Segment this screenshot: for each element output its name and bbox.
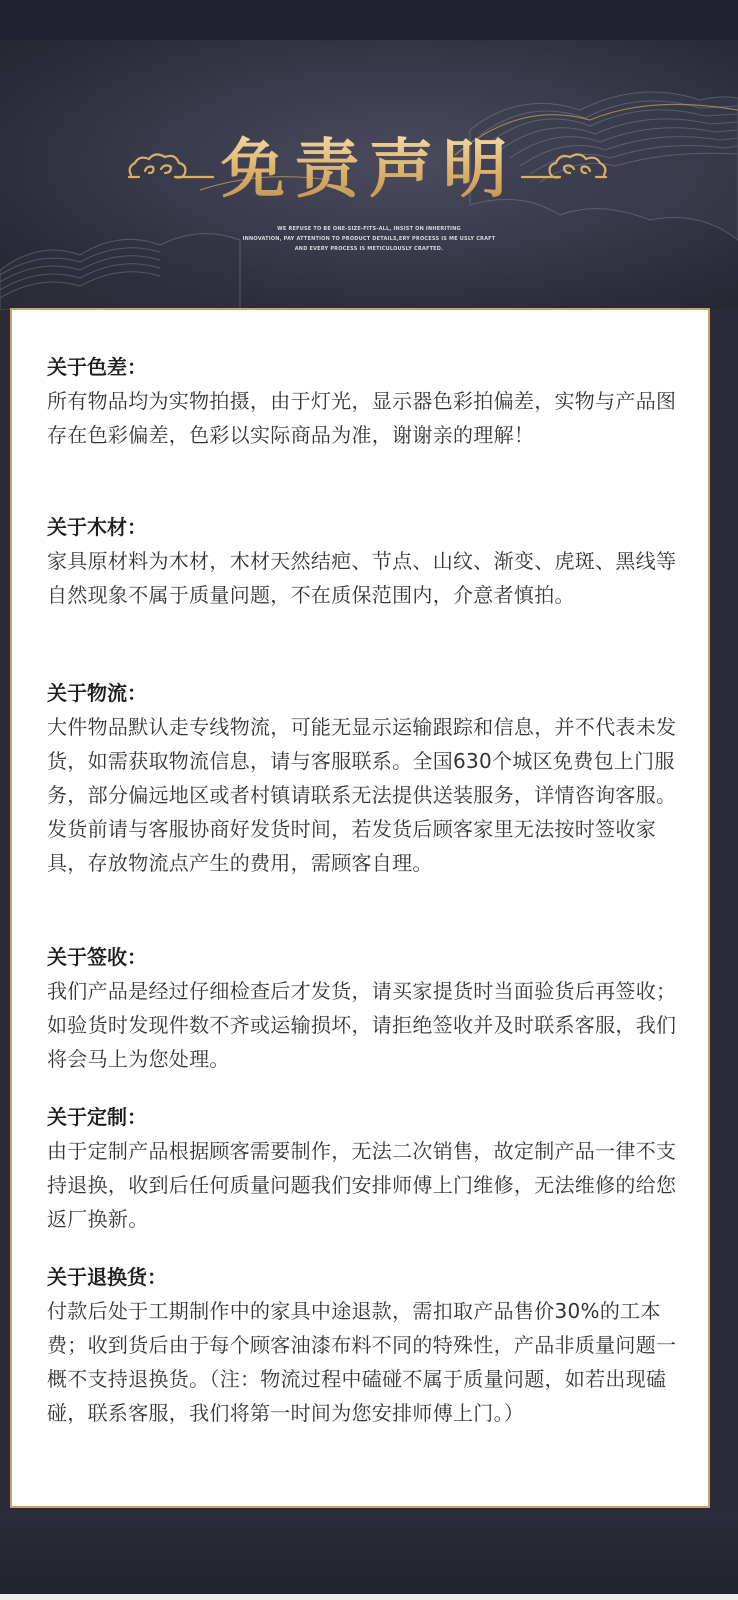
top-strip (0, 0, 738, 40)
section-heading: 关于物流： (47, 681, 147, 705)
section-body: 付款后处于工期制作中的家具中途退款，需扣取产品售价30%的工本费；收到货后由于每个顾客油漆布料不同的特殊性，产品非质量问题一概不支持退换货。（注：物流过程中磕碰不属于质量问题，如若出现磕碰，联系客服，我们将第一时间为您安排师傅上门。） (47, 1299, 677, 1425)
section-body: 我们产品是经过仔细检查后才发货，请买家提货时当面验货后再签收；如验货时发现件数不齐或运输损坏，请拒绝签收并及时联系客服，我们将会马上为您处理。 (47, 979, 677, 1071)
section-sign-for (47, 940, 687, 1076)
section-heading: 关于色差： (47, 355, 147, 379)
subtitle-line: AND EVERY PROCESS IS METICULOUSLY CRAFTED. (294, 246, 444, 252)
title-row (0, 125, 738, 215)
subtitle-line: INNOVATION, PAY ATTENTION TO PRODUCT DETAILS,ERY PROCESS IS ME USLY CRAFT (242, 236, 496, 242)
section-logistics (47, 676, 687, 880)
section-custom (47, 1100, 687, 1236)
cloud-ornament-icon (520, 147, 610, 187)
header-banner (0, 40, 738, 310)
footer-band (0, 1510, 738, 1600)
section-heading: 关于退换货： (47, 1265, 167, 1289)
section-body: 由于定制产品根据顾客需要制作，无法二次销售，故定制产品一律不支持退换，收到后任何质量问题我们安排师傅上门维修，无法维修的给您返厂换新。 (47, 1139, 677, 1231)
section-wood (47, 510, 687, 612)
section-color-difference (47, 350, 687, 452)
section-body: 所有物品均为实物拍摄，由于灯光，显示器色彩拍偏差，实物与产品图存在色彩偏差，色彩以实际商品为准，谢谢亲的理解！ (47, 389, 677, 447)
subtitle-line: WE REFUSE TO BE ONE-SIZE-FITS-ALL, INSIST ON INHERITING (277, 226, 461, 232)
page-title: 免责声明 (0, 125, 738, 215)
section-heading: 关于木材： (47, 515, 147, 539)
subtitle (0, 224, 738, 254)
section-body: 家具原材料为木材，木材天然结疤、节点、山纹、渐变、虎斑、黑线等自然现象不属于质量问题，不在质保范围内，介意者慎拍。 (47, 549, 677, 607)
section-body: 大件物品默认走专线物流，可能无显示运输跟踪和信息，并不代表未发货，如需获取物流信息，请与客服联系。全国630个城区免费包上门服务，部分偏远地区或者村镇请联系无法提供送装服务，详情咨询客服。发货前请与客服协商好发货时间，若发货后顾客家里无法按时签收家具，存放物流点产生的费用，需顾客自理。 (47, 715, 677, 875)
section-heading: 关于定制： (47, 1105, 147, 1129)
section-heading: 关于签收： (47, 945, 147, 969)
section-returns (47, 1260, 687, 1430)
disclaimer-card (10, 308, 710, 1508)
footer-edge (0, 1594, 738, 1600)
